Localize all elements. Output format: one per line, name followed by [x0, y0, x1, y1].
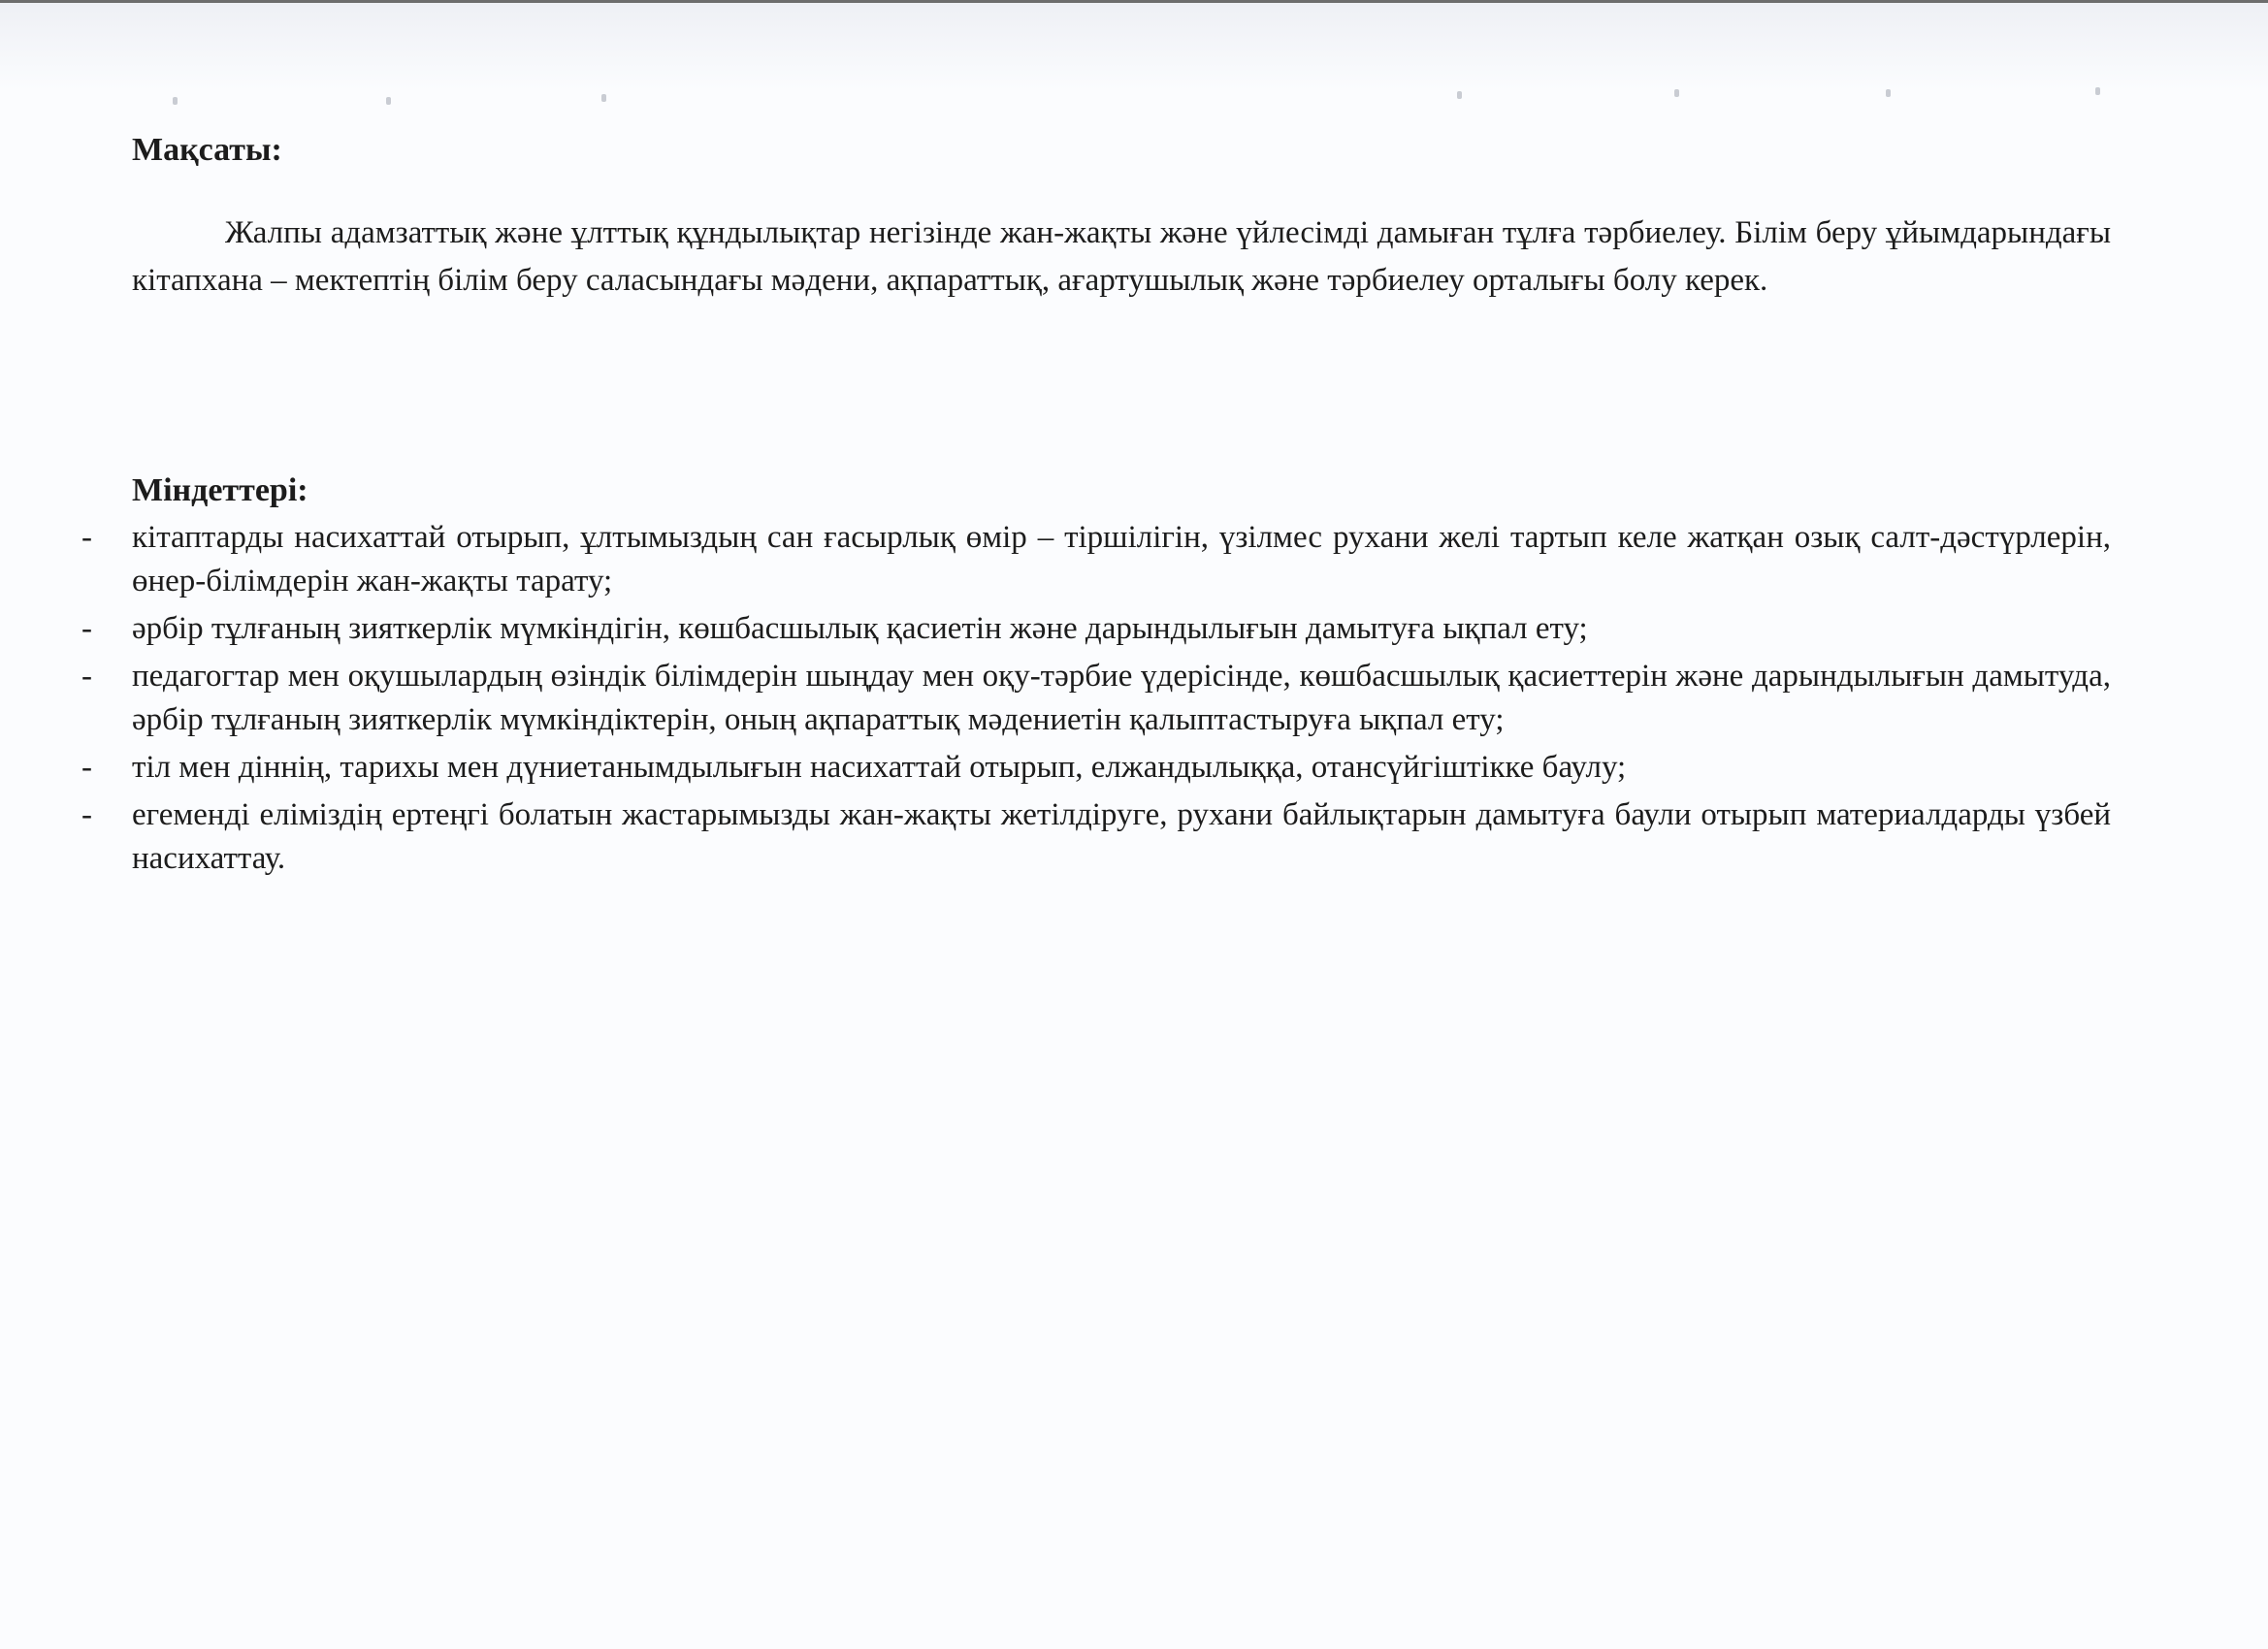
scan-speck [1457, 91, 1462, 99]
list-item-text: әрбір тұлғаның зияткерлік мүмкіндігін, көшбасшылық қасиетін және дарындылығын дамытуға ықпал ету; [132, 611, 1588, 646]
bullet-dash: - [81, 797, 92, 832]
tasks-list [0, 516, 2115, 885]
scan-speck [1674, 89, 1679, 97]
list-item-text: тіл мен діннің, тарихы мен дүниетанымдылығын насихаттай отырып, елжандылыққа, отансүйгіштікке баулу; [132, 750, 1627, 785]
goals-heading: Мақсаты: [132, 132, 282, 168]
scan-speck [2095, 87, 2100, 95]
list-item [0, 655, 2111, 742]
list-item [0, 746, 2111, 790]
bullet-dash: - [81, 611, 92, 646]
bullet-dash: - [81, 520, 92, 555]
bullet-dash: - [81, 750, 92, 785]
list-item [0, 793, 2111, 881]
scan-speck [386, 97, 391, 105]
bullet-dash: - [81, 659, 92, 694]
scan-speck [1886, 89, 1891, 97]
goals-paragraph: Жалпы адамзаттық және ұлттық құндылықтар негізінде жан-жақты және үйлесімді дамыған тұлға тәрбиелеу. Білім беру ұйымдарындағы кітапхана – мектептің білім беру саласындағы мәдени, ақпараттық, ағартушылық және тәрбиелеу орталығы болу керек. [132, 215, 2111, 298]
list-item-text: егеменді еліміздің ертеңгі болатын жастарымызды жан-жақты жетілдіруге, рухани байлықтарын дамытуға баули отырып материалдарды үзбей насихаттау. [132, 797, 2111, 876]
list-item [0, 607, 2111, 651]
list-item-text: педагогтар мен оқушылардың өзіндік білімдерін шыңдау мен оқу-тәрбие үдерісінде, көшбасшылық қасиеттерін және дарындылығын дамытуда, әрбір тұлғаның зияткерлік мүмкіндіктерін, оның ақпараттық мәдениетін қалыптастыруға ықпал ету; [132, 659, 2111, 737]
list-item-text: кітаптарды насихаттай отырып, ұлтымыздың сан ғасырлық өмір – тіршілігін, үзілмес рухани желі тартып келе жатқан озық салт-дәстүрлерін, өнер-білімдерін жан-жақты тарату; [132, 520, 2111, 598]
scan-shade [0, 3, 2268, 90]
list-item [0, 516, 2111, 603]
tasks-heading: Міндеттері: [132, 472, 308, 508]
scan-speck [601, 94, 606, 102]
scan-speck [173, 97, 178, 105]
